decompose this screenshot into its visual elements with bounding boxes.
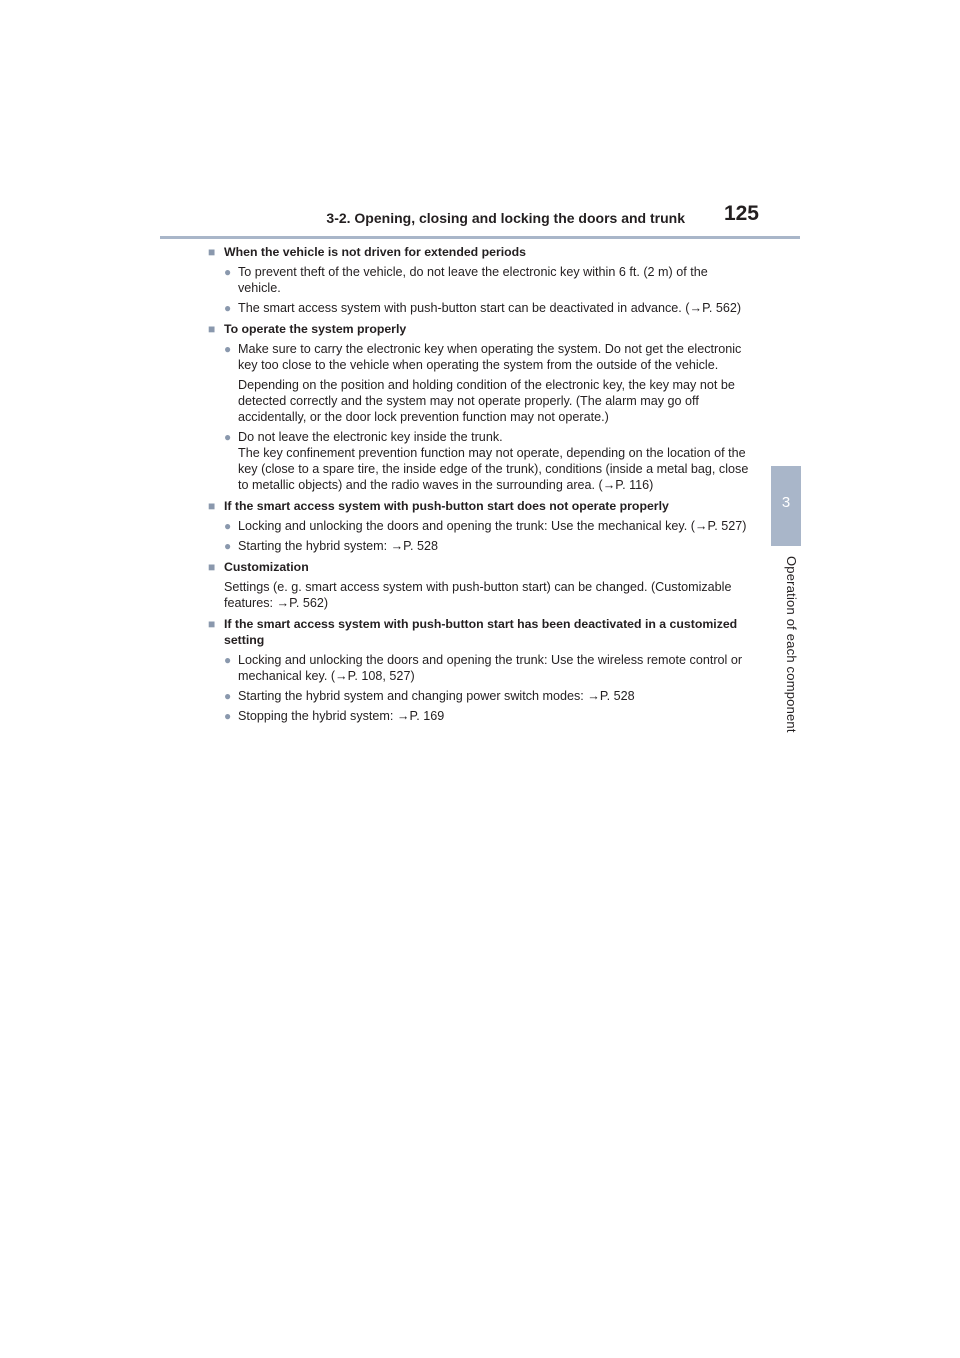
circle-bullet-icon: ● bbox=[224, 709, 232, 723]
section-extended-periods bbox=[208, 244, 753, 316]
section-heading: ■ When the vehicle is not driven for extended periods bbox=[208, 245, 527, 259]
page-content bbox=[208, 244, 753, 729]
list-item-detail: Depending on the position and holding condition of the electronic key, the key may not be detected correctly and the system may not operate properly. (The alarm may go off accidentally, or the door lock prevention function may not operate.) bbox=[238, 378, 735, 424]
list-item: ● Starting the hybrid system and changing power switch modes: →P. 528 bbox=[224, 689, 635, 703]
square-bullet-icon: ■ bbox=[208, 499, 216, 513]
circle-bullet-icon: ● bbox=[224, 689, 232, 703]
chapter-tab bbox=[771, 466, 801, 546]
list-item: ● Locking and unlocking the doors and opening the trunk: Use the mechanical key. (→P. 527) bbox=[224, 519, 747, 533]
section-heading: ■ To operate the system properly bbox=[208, 322, 407, 336]
square-bullet-icon: ■ bbox=[208, 560, 216, 574]
circle-bullet-icon: ● bbox=[224, 342, 232, 356]
section-deactivated bbox=[208, 616, 753, 724]
circle-bullet-icon: ● bbox=[224, 519, 232, 533]
section-heading: ■ If the smart access system with push-button start does not operate properly bbox=[208, 499, 669, 513]
circle-bullet-icon: ● bbox=[224, 430, 232, 444]
list-item: ● Do not leave the electronic key inside the trunk. The key confinement prevention function may not operate, depending on the location of the key (close to a spare tire, the inside edge of the trunk), conditions (inside a metal bag, close to metallic objects) and the radio waves in the surrounding area. (→P. 116) bbox=[208, 429, 753, 493]
list-item: ● The smart access system with push-button start can be deactivated in advance. (→P. 562) bbox=[224, 301, 742, 315]
section-operate-properly bbox=[208, 321, 753, 493]
section-heading: ■ Customization bbox=[208, 560, 309, 574]
circle-bullet-icon: ● bbox=[224, 653, 232, 667]
list-item: ● Starting the hybrid system: →P. 528 bbox=[224, 539, 438, 553]
section-not-operate bbox=[208, 498, 753, 554]
list-item: ● Locking and unlocking the doors and opening the trunk: Use the wireless remote control or mechanical key. (→P. 108, 527) bbox=[224, 653, 743, 683]
square-bullet-icon: ■ bbox=[208, 322, 216, 336]
list-item: ● Make sure to carry the electronic key when operating the system. Do not get the electronic key too close to the vehicle when operating the system from the outside of the vehicle. Depending on the position and holding condition of the electronic key, the key may not be detected correctly and the system may not operate properly. (The alarm may go off accidentally, or the door lock prevention function may not operate.) bbox=[208, 341, 753, 425]
circle-bullet-icon: ● bbox=[224, 301, 232, 315]
section-customization bbox=[208, 559, 753, 611]
chapter-label: Operation of each component bbox=[784, 556, 799, 733]
chapter-number: 3 bbox=[781, 494, 791, 511]
circle-bullet-icon: ● bbox=[224, 265, 232, 279]
square-bullet-icon: ■ bbox=[208, 245, 216, 259]
section-title: 3-2. Opening, closing and locking the doors and trunk bbox=[326, 210, 685, 226]
list-item: ● To prevent theft of the vehicle, do not leave the electronic key within 6 ft. (2 m) of the vehicle. bbox=[224, 265, 708, 295]
list-item: ● Stopping the hybrid system: →P. 169 bbox=[224, 709, 445, 723]
page-header bbox=[160, 200, 800, 239]
section-text: Settings (e. g. smart access system with push-button start) can be changed. (Customizable features: →P. 562) bbox=[224, 580, 732, 610]
page-number: 125 bbox=[723, 202, 759, 225]
section-heading: ■ If the smart access system with push-button start has been deactivated in a customized setting bbox=[208, 617, 738, 647]
square-bullet-icon: ■ bbox=[208, 617, 216, 631]
circle-bullet-icon: ● bbox=[224, 539, 232, 553]
list-item-detail: The key confinement prevention function may not operate, depending on the location of the key (close to a spare tire, the inside edge of the trunk), conditions (inside a metal bag, close to metallic objects) and the radio waves in the surrounding area. (→P. 116) bbox=[238, 446, 749, 492]
